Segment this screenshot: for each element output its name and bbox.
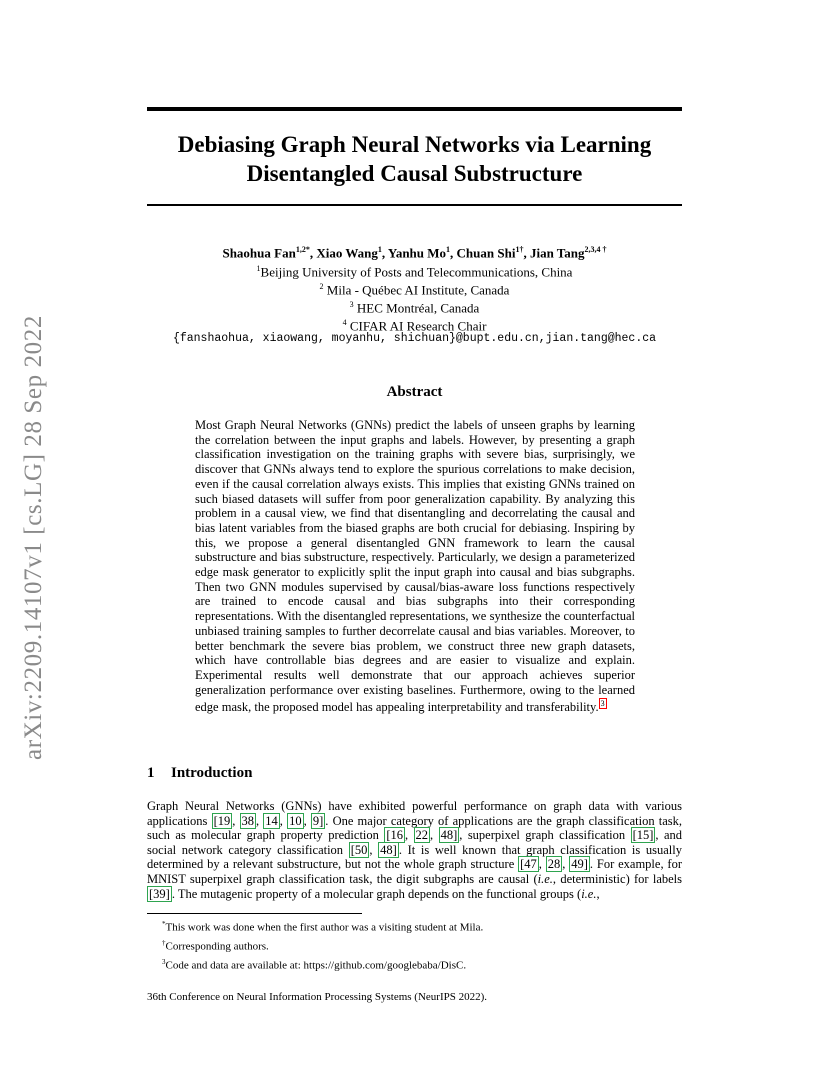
citation-link[interactable]: 9] xyxy=(312,813,324,828)
section-number: 1 xyxy=(147,765,155,781)
affiliation-text: Mila - Québec AI Institute, Canada xyxy=(323,282,510,298)
paper-title xyxy=(147,130,682,188)
intro-text: , deterministic) for labels xyxy=(552,871,683,886)
citation-link[interactable]: [50 xyxy=(350,842,368,857)
intro-text: , xyxy=(596,886,600,901)
citation-link[interactable]: 10 xyxy=(289,813,302,828)
citation-link[interactable]: 49] xyxy=(571,857,588,872)
intro-text: , xyxy=(538,857,546,872)
footnote-text: This work was done when the first author was a visiting student at Mila. xyxy=(165,921,484,934)
footnote-marker: † xyxy=(162,939,166,948)
intro-text: . The mutagenic property of a molecular graph depends on the functional groups ( xyxy=(171,886,582,901)
introduction-paragraph xyxy=(147,799,682,901)
author-affiliation-marker: 1,2* xyxy=(295,245,310,254)
citation-link[interactable]: 22 xyxy=(415,828,429,843)
intro-text: , xyxy=(303,813,311,828)
author-affiliation-marker: 2,3,4 † xyxy=(584,245,607,254)
citation-link[interactable]: 38 xyxy=(241,813,255,828)
intro-text: , xyxy=(279,813,288,828)
abstract-heading: Abstract xyxy=(386,384,443,400)
italic-text: i.e. xyxy=(581,886,597,901)
conference-footer: 36th Conference on Neural Information Processing Systems (NeurIPS 2022). xyxy=(147,991,488,1003)
footnote-2 xyxy=(162,936,682,955)
author-name: Chuan Shi xyxy=(456,245,516,261)
intro-text: , xyxy=(232,813,240,828)
intro-text: , xyxy=(430,828,439,843)
author-name: Xiao Wang xyxy=(316,245,378,261)
title-line-2: Disentangled Causal Substructure xyxy=(246,161,583,186)
author-separator: , xyxy=(450,245,454,261)
author-separator: , xyxy=(309,245,314,261)
author-affiliation-marker: 1 xyxy=(377,245,382,254)
citation-link[interactable]: 28 xyxy=(547,857,561,872)
citation-link[interactable]: 48] xyxy=(440,828,458,843)
author-list xyxy=(147,241,682,261)
intro-text: , and social network category classification xyxy=(147,828,682,857)
footnote-1 xyxy=(162,917,682,936)
affiliation-text: CIFAR AI Research Chair xyxy=(346,318,487,334)
citation-link[interactable]: [47 xyxy=(520,857,537,872)
footnote-text: Code and data are available at: https://github.com/googlebaba/DisC. xyxy=(165,959,467,972)
intro-text: , xyxy=(405,828,414,843)
footnote-rule xyxy=(147,913,362,914)
footnote-link-3[interactable]: 3 xyxy=(600,699,605,709)
citation-link[interactable]: 48] xyxy=(380,842,397,857)
title-line-1: Debiasing Graph Neural Networks via Learning xyxy=(177,132,652,157)
footnote-marker: 3 xyxy=(162,958,166,967)
affiliation-marker: 3 xyxy=(349,300,354,309)
footnote-marker: * xyxy=(162,920,166,928)
citation-link[interactable]: [39] xyxy=(149,886,170,901)
intro-text: . It is well known that graph classification is usually determined by a relevant substructure, but not the whole graph structure xyxy=(147,842,682,872)
intro-text: , superpixel graph classification xyxy=(459,828,631,843)
author-name: Yanhu Mo xyxy=(387,245,447,261)
citation-link[interactable]: [19 xyxy=(213,813,231,828)
affiliation-marker: 2 xyxy=(319,282,324,291)
citation-link[interactable]: [16 xyxy=(386,828,403,843)
author-separator: , xyxy=(523,245,527,261)
title-bottom-rule xyxy=(147,204,682,206)
author-name: Jian Tang xyxy=(529,245,585,261)
footnote-text: Corresponding authors. xyxy=(165,940,269,953)
section-title: Introduction xyxy=(171,765,253,781)
author-emails: {fanshaohua, xiaowang, moyanhu, shichuan}@bupt.edu.cn,jian.tang@hec.ca xyxy=(172,332,657,345)
abstract-text: Most Graph Neural Networks (GNNs) predict the labels of unseen graphs by learning the correlation between the input graphs and labels. However, by presenting a graph classification investigation on the training graphs with severe bias, surprisingly, we discover that GNNs always tend to explore the spurious correlations to make decision, even if the causal correlation always exists. This implies that existing GNNs trained on such biased datasets will suffer from poor generalization capability. By analyzing this problem in a causal view, we find that disentangling and decorrelating the causal and bias latent variables from the biased graphs are both crucial for debiasing. Inspiring by this, we propose a general disentangled GNN framework to learn the causal substructure and bias substructure, respectively. Particularly, we design a parameterized edge mask generator to explicitly split the input graph into causal and bias subgraphs. Then two GNN modules supervised by causal/bias-aware loss functions respectively are trained to encode causal and bias subgraphs into their corresponding representations. With the disentangled representations, we synthesize the counterfactual unbiased training samples to further decorrelate causal and bias variables. Moreover, to better benchmark the severe bias problem, we construct three new graph datasets, which have controllable bias degrees and are easier to visualize and explain. Experimental results well demonstrate that our approach achieves superior generalization performance over existing baselines. Furthermore, owing to the learned edge mask, the proposed model has appealing interpretability and transferability. xyxy=(195,418,635,715)
intro-text: . For example, for MNIST superpixel graph classification task, the digit subgraphs are causal ( xyxy=(147,857,682,886)
intro-text: . One major category of applications are the graph classification task, such as molecular graph property prediction xyxy=(147,813,682,843)
affiliation-text: HEC Montréal, Canada xyxy=(353,300,480,316)
arxiv-identifier-stamp: arXiv:2209.14107v1 [cs.LG] 28 Sep 2022 xyxy=(20,315,47,760)
author-affiliation-marker: 1† xyxy=(515,245,524,254)
affiliation-marker: 1 xyxy=(256,264,261,273)
affiliation-marker: 4 xyxy=(342,318,347,327)
italic-text: i.e. xyxy=(537,871,553,886)
citation-link[interactable]: 14 xyxy=(265,813,278,828)
author-separator: , xyxy=(381,245,386,261)
abstract-body xyxy=(195,418,635,715)
intro-text: , xyxy=(369,842,379,857)
section-heading-introduction xyxy=(147,765,252,782)
title-top-rule xyxy=(147,107,682,111)
author-affiliation-marker: 1 xyxy=(446,245,451,254)
intro-text: Graph Neural Networks (GNNs) have exhibited powerful performance on graph data with various applications xyxy=(147,799,682,828)
affiliation-text: Beijing University of Posts and Telecommunications, China xyxy=(260,264,573,280)
intro-text: , xyxy=(562,857,570,872)
footnote-3 xyxy=(162,955,682,974)
citation-link[interactable]: [15] xyxy=(632,828,654,843)
intro-text: , xyxy=(256,813,264,828)
footnotes xyxy=(162,917,682,974)
author-name: Shaohua Fan xyxy=(222,245,296,261)
